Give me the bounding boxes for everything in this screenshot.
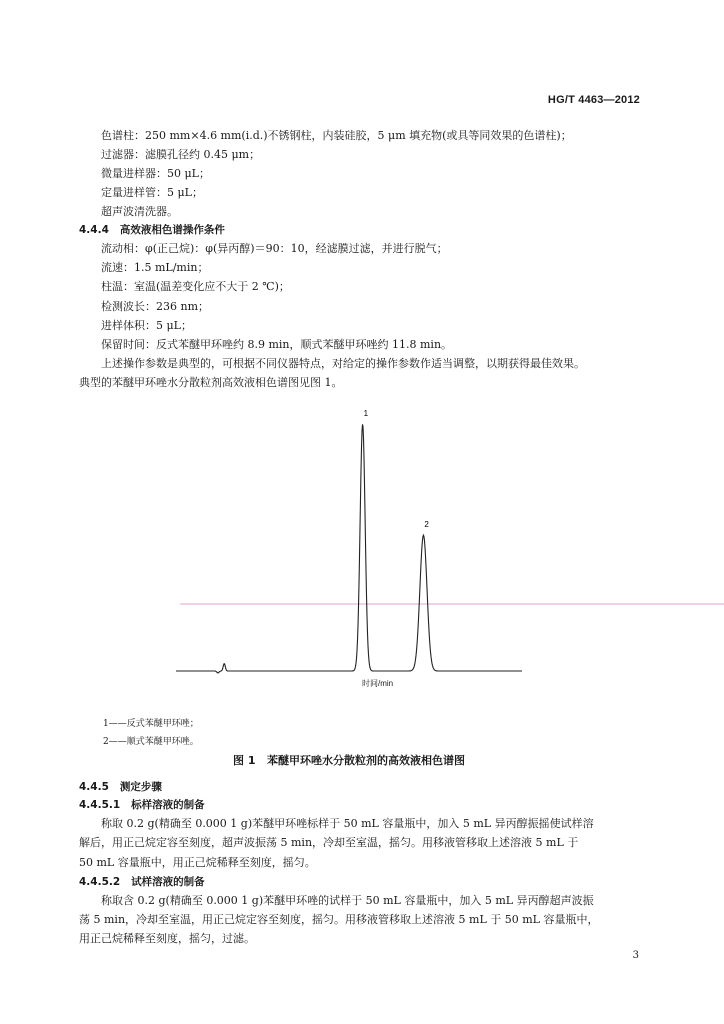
paragraph-line: 上述操作参数是典型的，可根据不同仪器特点，对给定的操作参数作适当调整，以期获得最佳效果。 (101, 357, 585, 370)
peak-label-2: 2 (424, 520, 429, 530)
paragraph-line: 荡 5 min，冷却至室温，用正己烷定容至刻度，摇匀。用移液管移取上述溶液 5 mL 于 50 mL 容量瓶中， (79, 913, 599, 926)
peak-label-1: 1 (363, 409, 369, 418)
chromatogram-trace (176, 424, 522, 673)
figure-number: 图 1 (233, 754, 256, 767)
paragraph-line: 解后，用正己烷定容至刻度，超声波振荡 5 min，冷却至室温，摇匀。用移液管移取上述溶液 5 mL 于 (79, 836, 579, 849)
condition-line: 进样体积：5 μL； (101, 319, 192, 332)
figure-caption (233, 752, 465, 768)
equipment-line: 过滤器：滤膜孔径约 0.45 μm； (101, 148, 261, 161)
condition-line: 检测波长：236 nm； (101, 300, 210, 313)
section-title: 标样溶液的制备 (131, 799, 205, 811)
equipment-line: 定量进样管：5 μL； (101, 186, 203, 199)
legend-item: 2——顺式苯醚甲环唑。 (103, 737, 199, 747)
section-number: 4.4.5.2 (79, 876, 121, 888)
standard-number: HG/T 4463—2012 (547, 94, 640, 106)
section-4-4-5-2-heading (79, 875, 205, 889)
condition-line: 柱温：室温(温差变化应不大于 2 ℃)； (101, 280, 290, 293)
paragraph-line: 称取 0.2 g(精确至 0.000 1 g)苯醚甲环唑标样于 50 mL 容量瓶中，加入 5 mL 异丙醇振摇使试样溶 (101, 817, 594, 830)
x-axis-label: 时间/min (362, 679, 394, 688)
section-4-4-5-1-heading (79, 798, 205, 812)
section-number: 4.4.4 (79, 224, 109, 236)
section-title: 试样溶液的制备 (131, 876, 205, 888)
section-number: 4.4.5 (79, 781, 109, 793)
section-4-4-5-heading (79, 780, 162, 794)
page-number: 3 (632, 950, 639, 961)
section-number: 4.4.5.1 (79, 799, 121, 811)
equipment-line: 色谱柱：250 mm×4.6 mm(i.d.)不锈钢柱，内装硅胶，5 μm 填充物(或具等同效果的色谱柱)； (101, 129, 572, 142)
figure-title: 苯醚甲环唑水分散粒剂的高效液相色谱图 (266, 754, 465, 767)
paragraph-line: 称取含 0.2 g(精确至 0.000 1 g)苯醚甲环唑的试样于 50 mL 容量瓶中，加入 5 mL 异丙醇超声波振 (101, 894, 594, 907)
condition-line: 流动相：φ(正己烷)：φ(异丙醇)＝90：10，经滤膜过滤，并进行脱气； (101, 242, 448, 255)
section-title: 测定步骤 (119, 781, 162, 793)
section-title: 高效液相色谱操作条件 (119, 224, 225, 236)
paragraph-line: 用正己烷稀释至刻度，摇匀，过滤。 (79, 932, 255, 945)
paragraph-line: 典型的苯醚甲环唑水分散粒剂高效液相色谱图见图 1。 (79, 376, 343, 389)
equipment-line: 微量进样器：50 μL； (101, 167, 210, 180)
condition-line: 流速：1.5 mL/min； (101, 261, 209, 274)
legend-item: 1——反式苯醚甲环唑； (103, 719, 199, 729)
condition-line: 保留时间：反式苯醚甲环唑约 8.9 min，顺式苯醚甲环唑约 11.8 min。 (101, 338, 453, 351)
equipment-line: 超声波清洗器。 (101, 205, 178, 218)
paragraph-line: 50 mL 容量瓶中，用正己烷稀释至刻度，摇匀。 (79, 856, 316, 869)
